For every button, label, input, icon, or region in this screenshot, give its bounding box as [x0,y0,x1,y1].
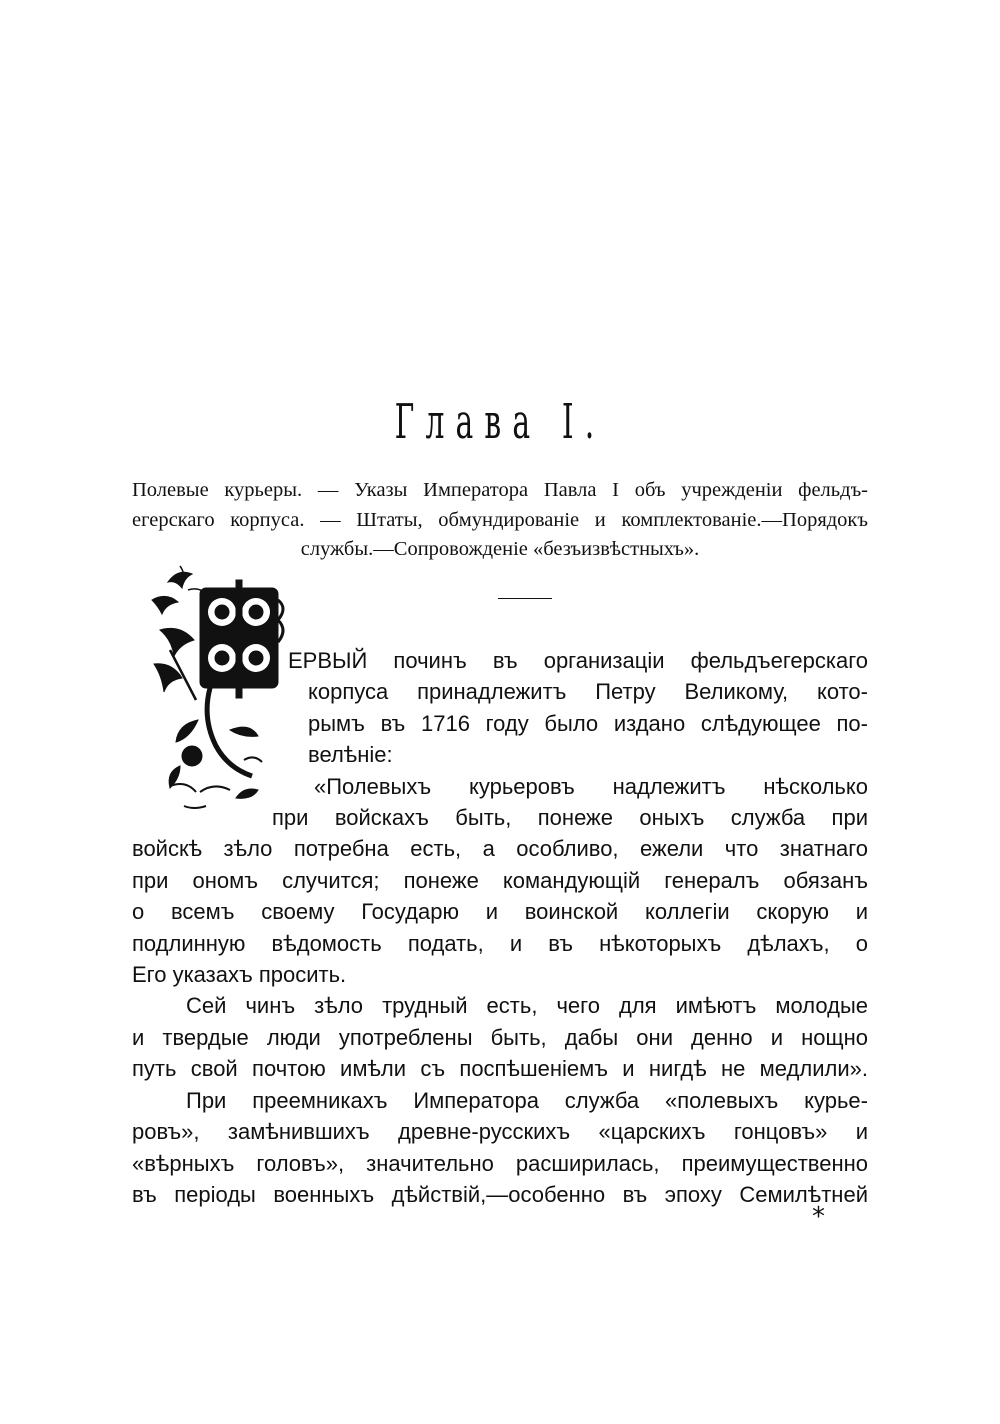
text-line: при ономъ случится; понеже командующій генералъ обязанъ [132,867,868,893]
chapter-title: Глава I. [394,394,606,450]
chapter-summary [132,476,868,565]
summary-line: Полевые курьеры. — Указы Императора Павла I объ учрежденіи фельдъ- [132,479,868,501]
text-line: ЕРВЫЙ починъ въ организаціи фельдъегерскаго [288,648,868,673]
text-line: корпуса принадлежитъ Петру Великому, кото- [308,679,868,705]
text-line: о всемъ своему Государю и воинской коллегіи скорую и [132,899,868,925]
text-line: «вѣрныхъ головъ», значительно расширилась, преимущественно [132,1150,868,1176]
summary-line: егерскаго корпуса. — Штаты, обмундированіе и комплектованіе.—Порядокъ [132,508,868,531]
main-text [132,645,868,1210]
text-line: при войскахъ быть, понеже оныхъ служба при [272,805,868,831]
section-divider [498,598,552,599]
text-line: въ періоды военныхъ дѣйствій,—особенно въ эпоху Семилѣтней [132,1181,868,1207]
text-line: Сей чинъ зѣло трудный есть, чего для имѣютъ молодые [186,993,868,1019]
text-line: При преемникахъ Императора служба «полевыхъ курье- [186,1087,868,1113]
text-line: велѣніе: [308,742,393,768]
text-line: и твердые люди употреблены быть, дабы они денно и нощно [132,1024,868,1050]
text-line: «Полевыхъ курьеровъ надлежитъ нѣсколько [314,773,868,799]
summary-line: службы.—Сопровожденіе «безъизвѣстныхъ». [300,538,700,560]
text-line: войскѣ зѣло потребна есть, а особливо, ежели что знатнаго [132,836,868,862]
text-line: подлинную вѣдомость подать, и въ нѣкоторыхъ дѣлахъ, о [132,930,868,956]
text-line: рымъ въ 1716 году было издано слѣдующее по- [308,710,868,736]
text-line: ровъ», замѣнившихъ древне-русскихъ «царскихъ гонцовъ» и [132,1119,868,1145]
signature-mark: * [812,1202,825,1232]
text-line: Его указахъ просить. [132,962,347,988]
text-line: путь свой почтою имѣли съ поспѣшеніемъ и нигдѣ не медлили». [132,1056,868,1082]
